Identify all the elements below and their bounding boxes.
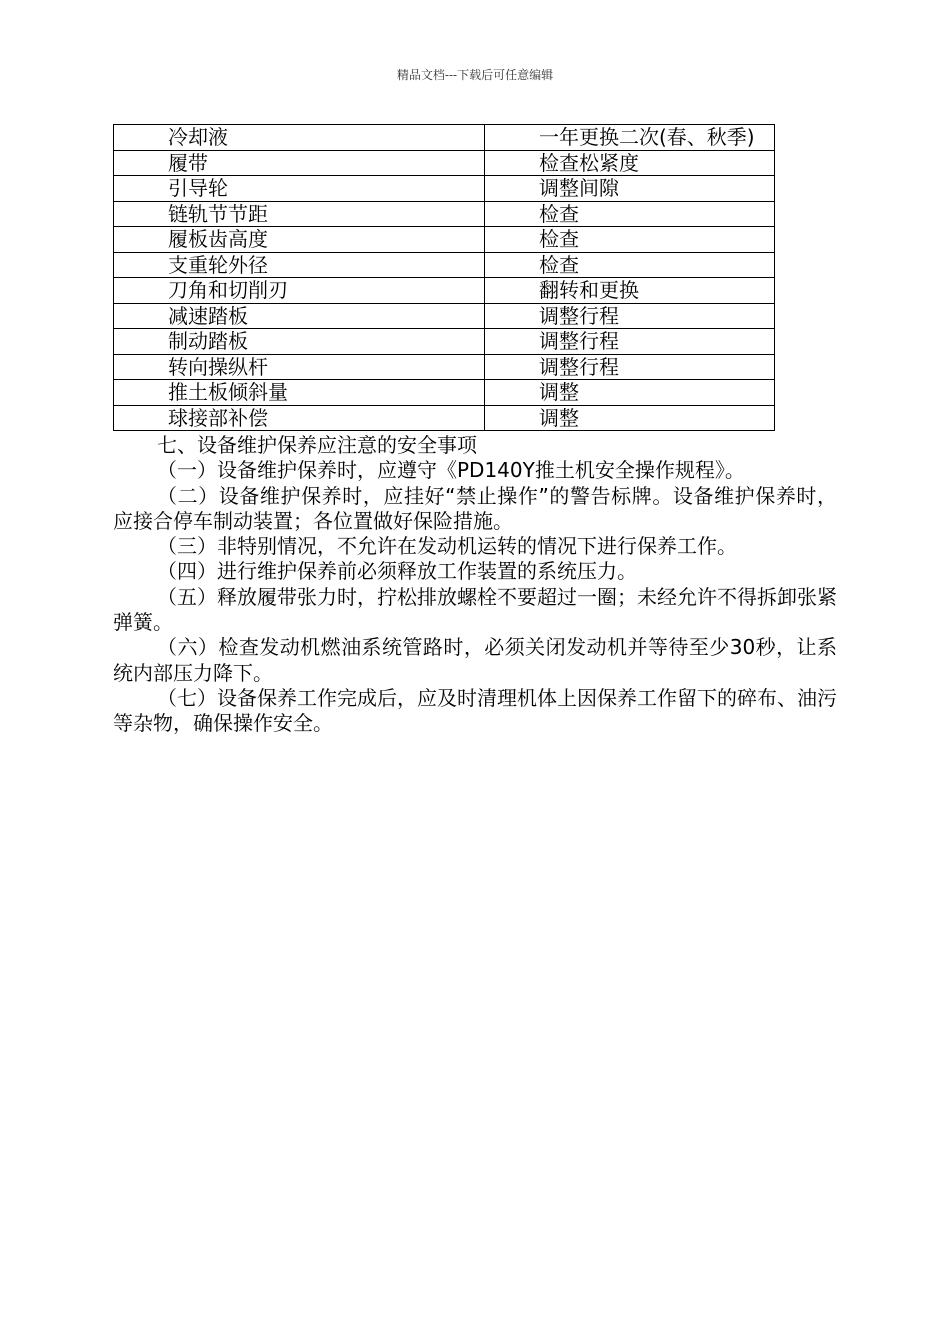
action-cell: 调整行程 — [485, 303, 775, 329]
table-row — [114, 405, 775, 431]
action-cell: 检查 — [485, 227, 775, 253]
action-cell: 检查 — [485, 201, 775, 227]
table-row — [114, 329, 775, 355]
item-cell: 链轨节节距 — [114, 201, 485, 227]
table-row — [114, 303, 775, 329]
action-cell: 调整行程 — [485, 329, 775, 355]
action-cell: 翻转和更换 — [485, 278, 775, 304]
item-cell: 刀角和切削刃 — [114, 278, 485, 304]
item-cell: 球接部补偿 — [114, 405, 485, 431]
table-row — [114, 201, 775, 227]
table-row — [114, 278, 775, 304]
item-cell: 引导轮 — [114, 176, 485, 202]
action-cell: 调整行程 — [485, 354, 775, 380]
table-row — [114, 354, 775, 380]
table-row — [114, 150, 775, 176]
section-title: 七、设备维护保养应注意的安全事项 — [157, 433, 477, 457]
safety-paragraph: （四）进行维护保养前必须释放工作装置的系统压力。 — [157, 559, 637, 584]
safety-paragraph: （六）检查发动机燃油系统管路时，必须关闭发动机并等待至少30秒，让系统内部压力降下。 — [113, 635, 837, 685]
table-row — [114, 380, 775, 406]
safety-paragraph: （五）释放履带张力时，拧松排放螺栓不要超过一圈；未经允许不得拆卸张紧弹簧。 — [113, 584, 837, 635]
item-cell: 支重轮外径 — [114, 252, 485, 278]
safety-paragraph: （一）设备维护保养时，应遵守《PD140Y推土机安全操作规程》。 — [157, 458, 745, 483]
item-cell: 制动踏板 — [114, 329, 485, 355]
action-cell: 一年更换二次(春、秋季) — [485, 125, 775, 151]
safety-paragraph: （七）设备保养工作完成后，应及时清理机体上因保养工作留下的碎布、油污等杂物，确保操作安全。 — [113, 685, 837, 736]
item-cell: 推土板倾斜量 — [114, 380, 485, 406]
item-cell: 转向操纵杆 — [114, 354, 485, 380]
table-row — [114, 252, 775, 278]
safety-paragraph: （二）设备维护保养时，应挂好“禁止操作”的警告标牌。设备维护保养时，应接合停车制动装置；各位置做好保险措施。 — [113, 483, 837, 533]
safety-paragraph: （三）非特别情况，不允许在发动机运转的情况下进行保养工作。 — [157, 534, 737, 559]
action-cell: 调整间隙 — [485, 176, 775, 202]
table-row — [114, 176, 775, 202]
table-row — [114, 227, 775, 253]
item-cell: 减速踏板 — [114, 303, 485, 329]
maintenance-table — [113, 124, 775, 431]
safety-section — [113, 433, 837, 737]
table-row — [114, 125, 775, 151]
item-cell: 履带 — [114, 150, 485, 176]
page-header: 精品文档---下载后可任意编辑 — [396, 68, 554, 82]
item-cell: 冷却液 — [114, 125, 485, 151]
item-cell: 履板齿高度 — [114, 227, 485, 253]
action-cell: 检查 — [485, 252, 775, 278]
action-cell: 调整 — [485, 405, 775, 431]
action-cell: 调整 — [485, 380, 775, 406]
action-cell: 检查松紧度 — [485, 150, 775, 176]
